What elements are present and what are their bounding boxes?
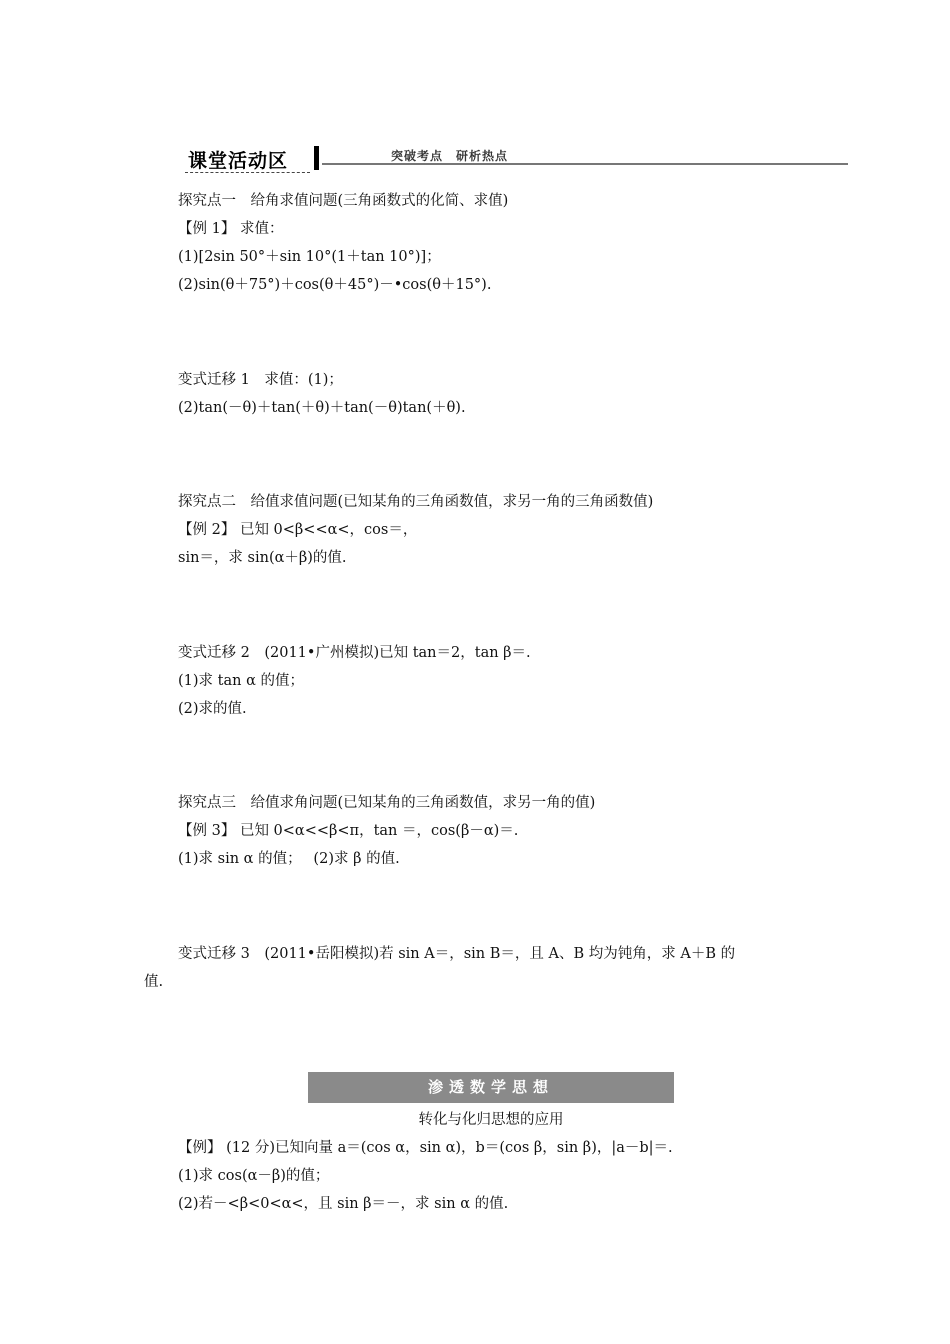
example-1-part-2: (2)sin(θ＋75°)＋cos(θ＋45°)－•cos(θ＋15°). [178,277,492,293]
example-1-label: 【例 1】 求值： [178,221,284,237]
heading-topic-2: 探究点二 给值求值问题(已知某角的三角函数值，求另一角的三角函数值) [178,494,654,510]
banner-bar [314,146,319,170]
banner-subtitle: 突破考点 研析热点 [391,149,509,163]
variant-3-line-1: 变式迁移 3 (2011•岳阳模拟)若 sin A＝，sin B＝，且 A、B 均为钝角，求 A＋B 的 [178,946,736,962]
final-example-line-1: 【例】 (12 分)已知向量 a＝(cos α，sin α)，b＝(cos β，sin β)，|a－b|＝. [178,1140,673,1156]
variant-2-line-3: (2)求的值. [178,701,247,717]
example-2-line-1: 【例 2】 已知 0<β<<α<，cos＝， [178,522,418,538]
variant-1-part-1: 变式迁移 1 求值：(1)； [178,372,343,388]
section-subtitle: 转化与化归思想的应用 [418,1112,564,1128]
example-2-line-2: sin＝，求 sin(α＋β)的值. [178,550,347,566]
variant-3-line-2: 值. [144,974,164,990]
heading-topic-1: 探究点一 给角求值问题(三角函数式的化简、求值) [178,193,509,209]
heading-topic-3: 探究点三 给值求角问题(已知某角的三角函数值，求另一角的值) [178,795,596,811]
variant-1-part-2: (2)tan(－θ)＋tan(＋θ)＋tan(－θ)tan(＋θ). [178,400,466,416]
variant-2-line-2: (1)求 tan α 的值； [178,673,304,689]
section-banner [185,144,850,174]
final-example-line-3: (2)若－<β<0<α<，且 sin β＝－，求 sin α 的值. [178,1196,509,1212]
variant-2-line-1: 变式迁移 2 (2011•广州模拟)已知 tan＝2，tan β＝. [178,645,531,661]
banner-dashed-underline [185,172,310,173]
example-3-line-1: 【例 3】 已知 0<α<<β<π，tan ＝，cos(β－α)＝. [178,823,519,839]
section-title-box: 渗透数学思想 [308,1072,674,1103]
banner-title: 课堂活动区 [188,150,289,172]
final-example-line-2: (1)求 cos(α－β)的值； [178,1168,330,1184]
example-1-part-1: (1)[2sin 50°＋sin 10°(1＋tan 10°)]； [178,249,441,265]
example-3-line-2: (1)求 sin α 的值； (2)求 β 的值. [178,851,400,867]
